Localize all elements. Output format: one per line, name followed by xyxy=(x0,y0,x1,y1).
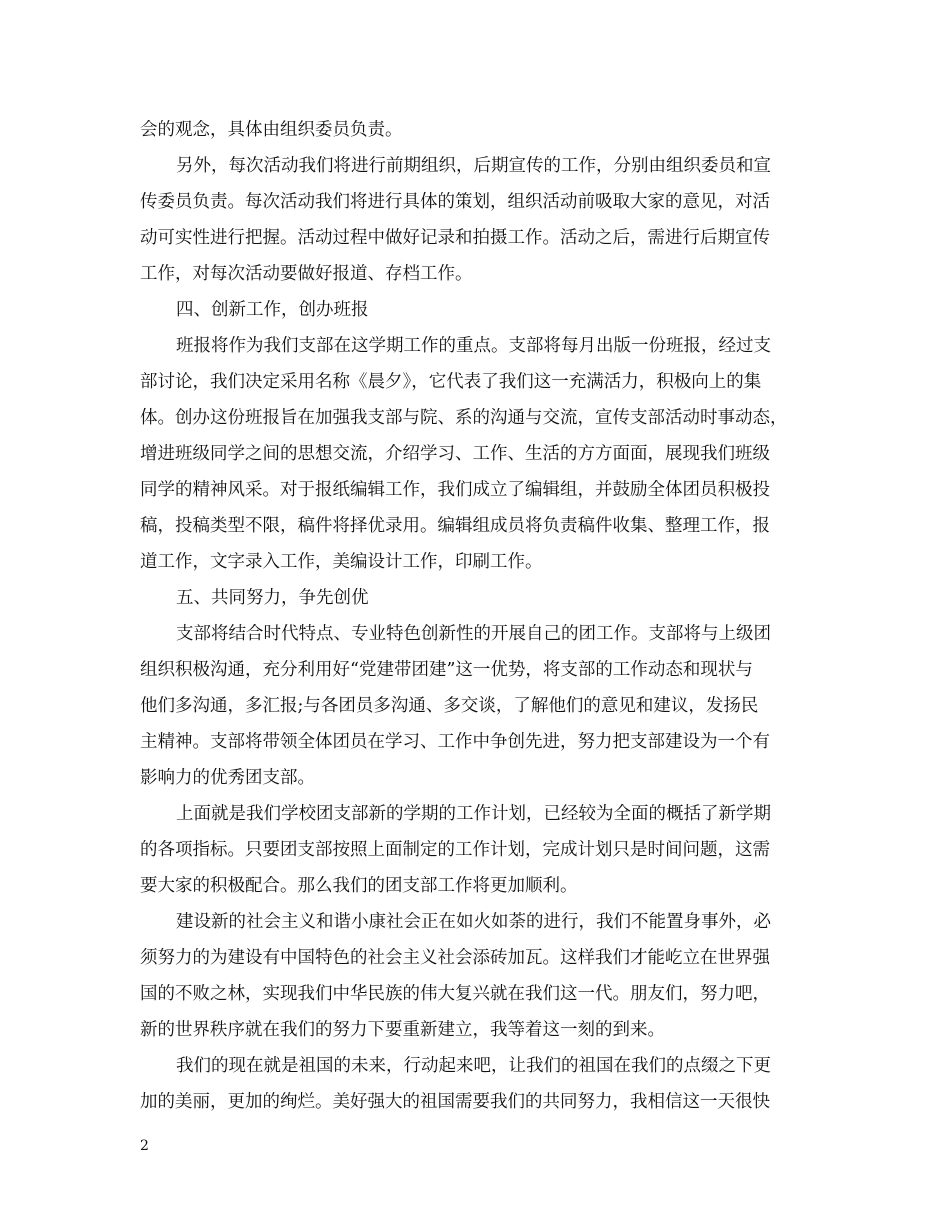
text-line: 的各项指标。只要团支部按照上面制定的工作计划，完成计划只是时间问题，这需 xyxy=(140,840,770,860)
text-line: 体。创办这份班报旨在加强我支部与院、系的沟通与交流，宣传支部活动时事动态， xyxy=(140,408,788,428)
text-line: 支部将结合时代特点、专业特色创新性的开展自己的团工作。支部将与上级团 xyxy=(176,624,771,644)
text-line: 须努力的为建设有中国特色的社会主义社会添砖加瓦。这样我们才能屹立在世界强 xyxy=(140,948,770,968)
text-line: 上面就是我们学校团支部新的学期的工作计划，已经较为全面的概括了新学期 xyxy=(176,804,771,824)
text-line: 影响力的优秀团支部。 xyxy=(140,768,315,788)
text-line: 他们多沟通，多汇报;与各团员多沟通、多交谈，了解他们的意见和建议，发扬民 xyxy=(140,696,759,716)
text-line: 部讨论，我们决定采用名称《晨夕》，它代表了我们这一充满活力，积极向上的集 xyxy=(140,372,762,392)
text-line: 主精神。支部将带领全体团员在学习、工作中争创先进，努力把支部建设为一个有 xyxy=(140,732,770,752)
text-line: 我们的现在就是祖国的未来，行动起来吧，让我们的祖国在我们的点缀之下更 xyxy=(176,1056,771,1076)
text-line: 稿，投稿类型不限，稿件将择优录用。编辑组成员将负责稿件收集、整理工作，报 xyxy=(140,516,770,536)
text-line: 组织积极沟通，充分利用好“党建带团建”这一优势，将支部的工作动态和现状与 xyxy=(140,660,753,680)
text-line: 传委员负责。每次活动我们将进行具体的策划，组织活动前吸取大家的意见，对活 xyxy=(140,192,770,212)
text-line: 四、创新工作，创办班报 xyxy=(176,300,369,320)
text-line: 建设新的社会主义和谐小康社会正在如火如荼的进行，我们不能置身事外，必 xyxy=(176,912,771,932)
text-line: 加的美丽，更加的绚烂。美好强大的祖国需要我们的共同努力，我相信这一天很快 xyxy=(140,1092,770,1112)
text-line: 动可实性进行把握。活动过程中做好记录和拍摄工作。活动之后，需进行后期宣传 xyxy=(140,228,770,248)
text-line: 五、共同努力，争先创优 xyxy=(176,588,369,608)
text-line: 会的观念，具体由组织委员负责。 xyxy=(140,120,403,140)
document-body xyxy=(140,112,828,1120)
text-line: 另外，每次活动我们将进行前期组织，后期宣传的工作，分别由组织委员和宣 xyxy=(176,156,771,176)
text-line: 工作，对每次活动要做好报道、存档工作。 xyxy=(140,264,473,284)
text-line: 同学的精神风采。对于报纸编辑工作，我们成立了编辑组，并鼓励全体团员积极投 xyxy=(140,480,770,500)
page-number: 2 xyxy=(140,1138,149,1154)
text-line: 要大家的积极配合。那么我们的团支部工作将更加顺利。 xyxy=(140,876,578,896)
text-line: 道工作，文字录入工作，美编设计工作，印刷工作。 xyxy=(140,552,543,572)
text-line: 国的不败之林，实现我们中华民族的伟大复兴就在我们这一代。朋友们，努力吧， xyxy=(140,984,770,1004)
text-line: 增进班级同学之间的思想交流，介绍学习、工作、生活的方方面面，展现我们班级 xyxy=(140,444,770,464)
text-line: 新的世界秩序就在我们的努力下要重新建立，我等着这一刻的到来。 xyxy=(140,1020,665,1040)
text-line: 班报将作为我们支部在这学期工作的重点。支部将每月出版一份班报，经过支 xyxy=(176,336,771,356)
